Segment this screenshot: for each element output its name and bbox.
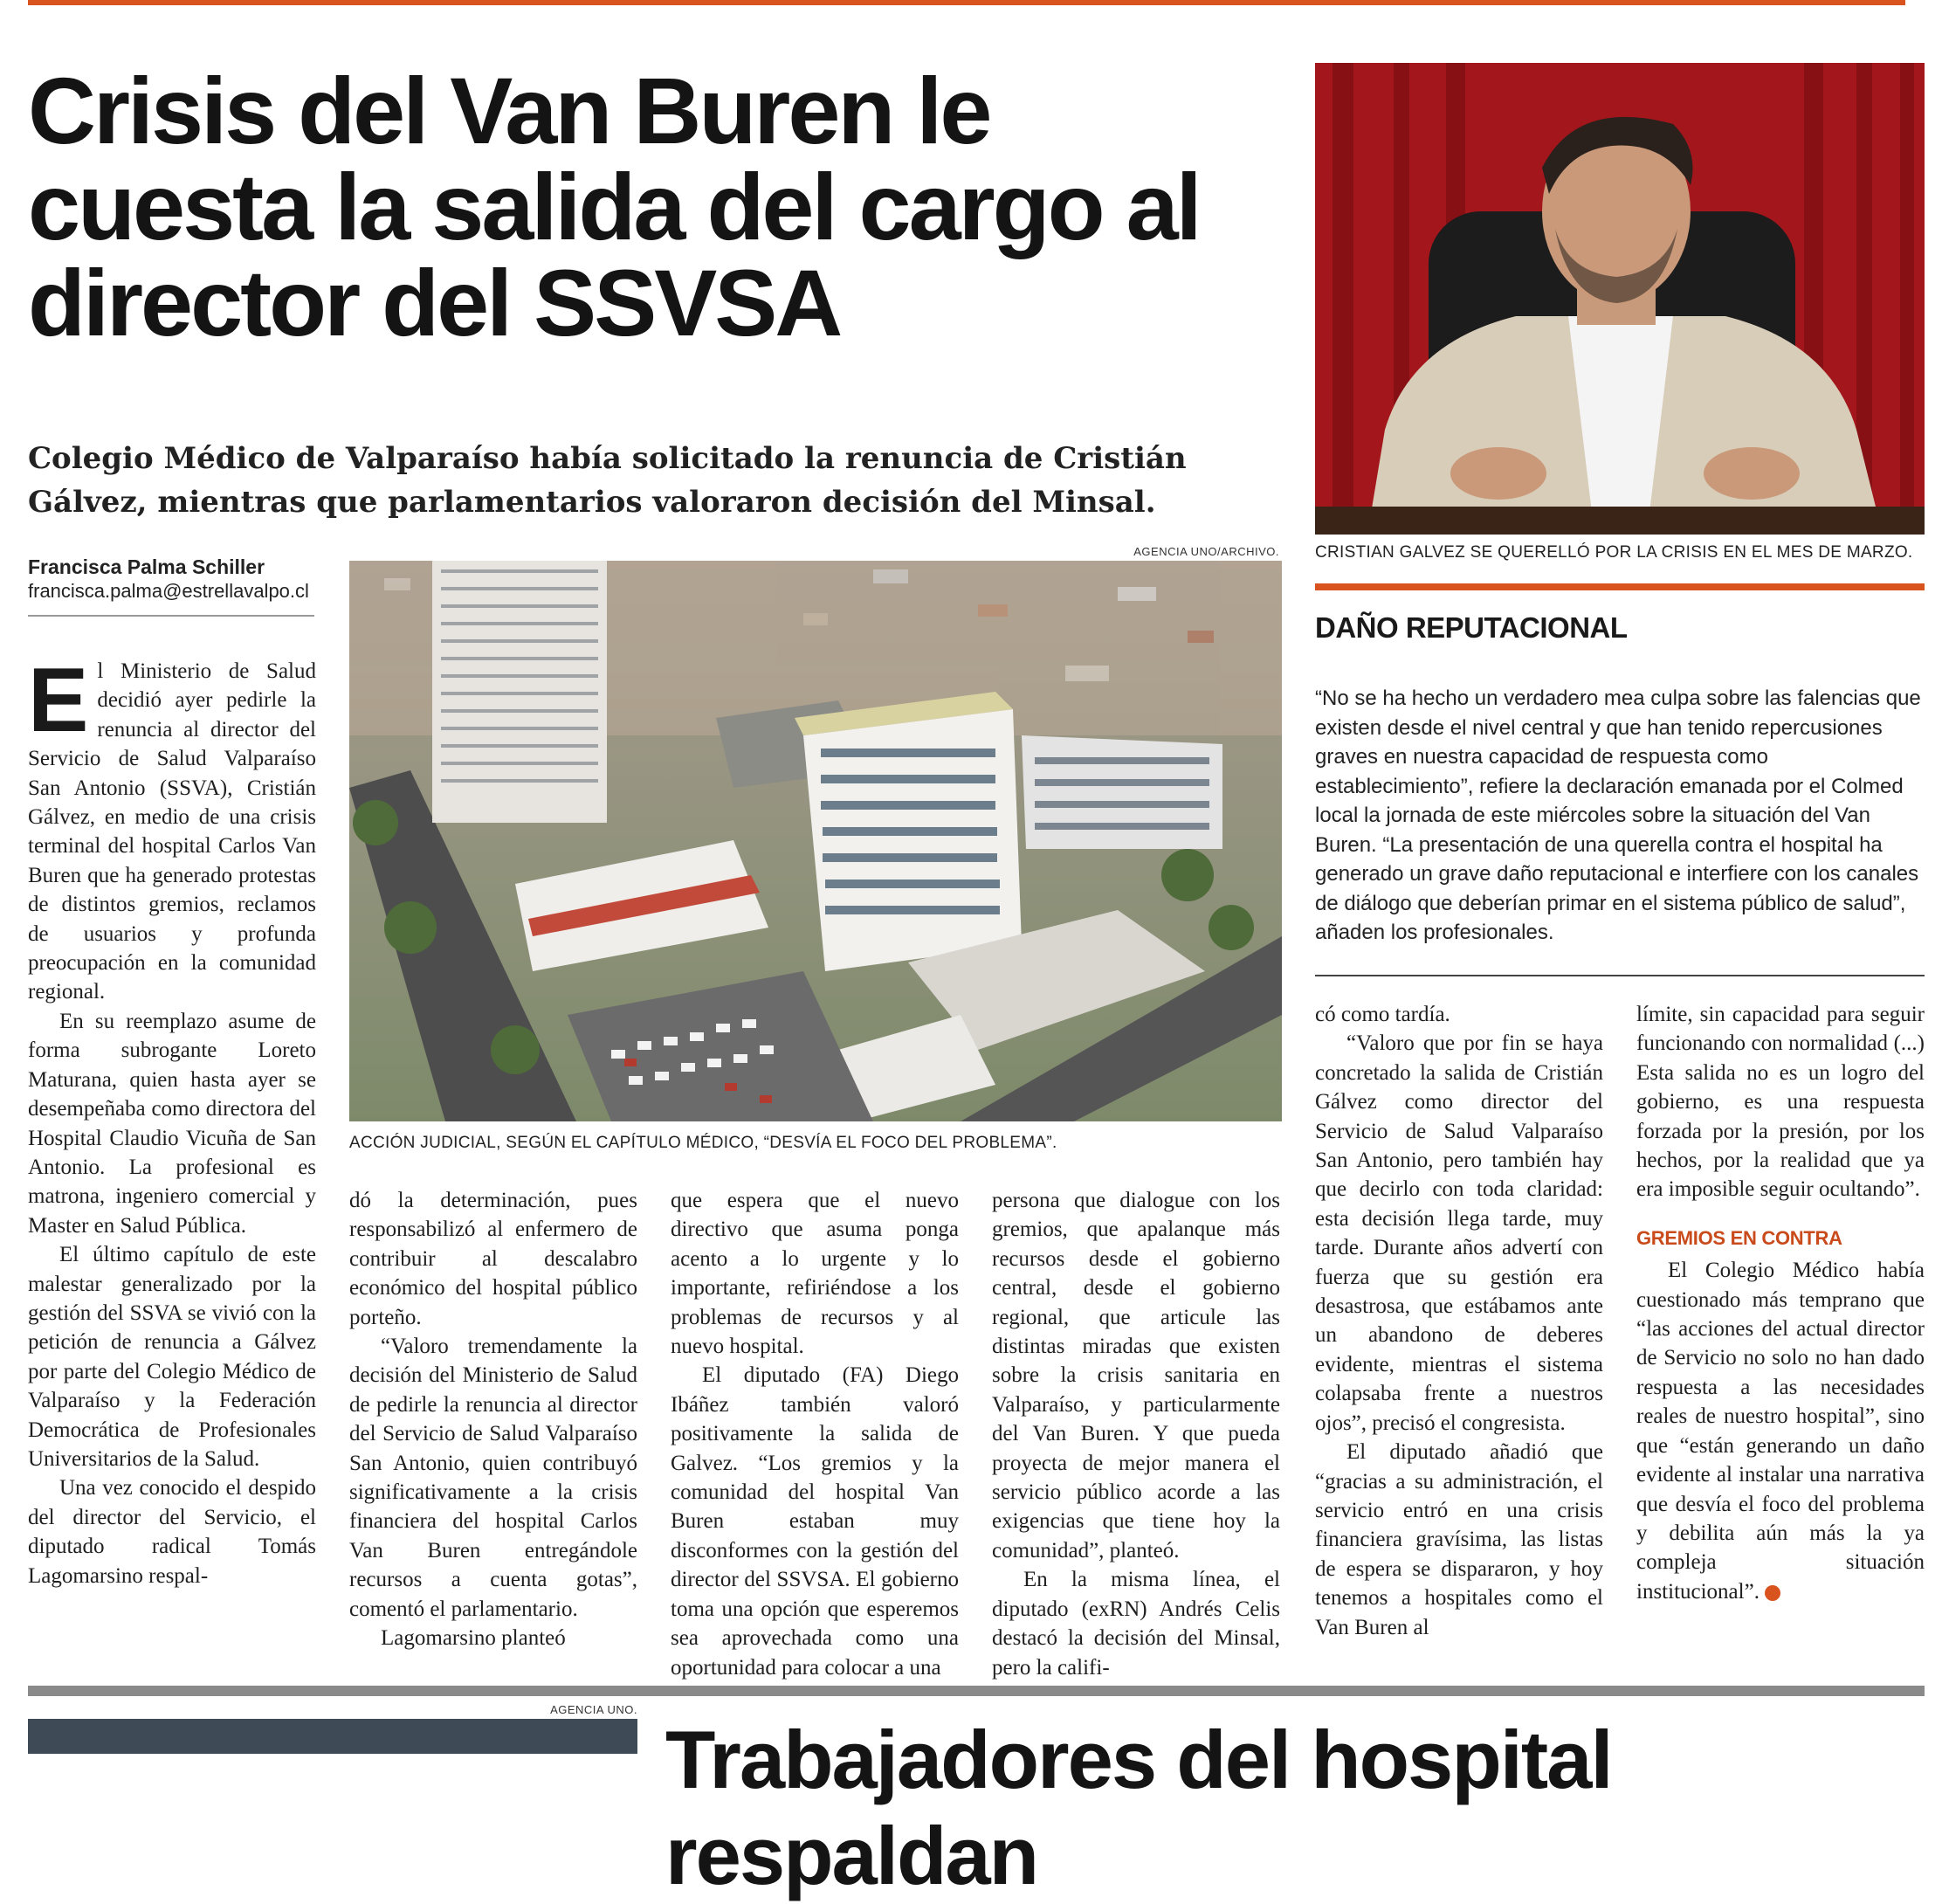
byline-divider	[28, 615, 314, 617]
col2-paragraph-3: Lagomarsino planteó	[381, 1626, 566, 1651]
column-4	[992, 1186, 1280, 1682]
column-6	[1636, 1000, 1925, 1606]
deck: Colegio Médico de Valparaíso había solicitado la renuncia de Cristián Gálvez, mientras que parlamentarios valoraron decisión del Minsal.	[28, 441, 1187, 520]
portrait-image	[1315, 63, 1925, 535]
end-mark-icon: ✪	[1765, 1585, 1780, 1601]
col1-paragraph-2: En su reemplazo asume de forma subrogante Loreto Maturana, quien hasta ayer se desempeñaba como directora del Hospital Claudio Vicuña de San Antonio. La profesional es matrona, ingeniero comercial y Master en Salud Pública.	[28, 1009, 316, 1238]
col5-paragraph-2: “Valoro que por fin se haya concretado la salida de Cristián Gálvez como director del Servicio de Salud Valparaíso San Antonio, pero también hay que decirlo con toda claridad: esta decisión llega tarde, muy tarde. Durante años advertí con fuerza que su gestión era desastrosa, que estábamos ante un abandono de deberes evidente, mientras el sistema colapsaba frente a nuestros ojos”, precisó el congresista.	[1315, 1031, 1603, 1435]
col5-paragraph-1: có como tardía.	[1315, 1003, 1450, 1026]
col6-paragraph-2: El Colegio Médico había cuestionado más temprano que “las acciones del actual director de Servicio no solo no han dado respuesta a las necesidades reales de nuestro hospital”, sino que “están generando un daño evidente al instalar una narrativa que desvía el foco del problema y debilita aún más la ya compleja situación institucional”. ✪	[1636, 1259, 1925, 1604]
hospital-aerial-image	[349, 561, 1282, 1121]
column-1	[28, 650, 316, 1590]
sidebar-top-rule	[1315, 583, 1925, 590]
col2-paragraph-2: “Valoro tremendamente la decisión del Ministerio de Salud de pedirle la renuncia al director del Servicio de Salud Valparaíso San Antonio, quien contribuyó significativamente a la crisis financiera del hospital Carlos Van Buren entregándole recursos a cuenta gotas”, comentó el parlamentario.	[349, 1335, 637, 1621]
col1-paragraph-1: El Ministerio de Salud decidió ayer pedirle la renuncia al director del Servicio de Salud Valparaíso San Antonio (SSVA), Cristián Gálvez, en medio de una crisis terminal del hospital Carlos Van Buren que ha generado protestas de distintos gremios, reclamos de usuarios y profunda preocupación en la comunidad regional.	[28, 650, 316, 1004]
sidebar-bottom-rule	[1315, 975, 1925, 976]
column-3	[671, 1186, 959, 1682]
hospital-photo	[349, 561, 1282, 1121]
top-accent-bar	[28, 0, 1905, 5]
col1-paragraph-3: El último capítulo de este malestar generalizado por la gestión del SSVA se vivió con la petición de renuncia a Gálvez por parte del Colegio Médico de Valparaíso y la Federación Democrática de Profesionales Universitarios de la Salud.	[28, 1243, 316, 1471]
col4-paragraph-2: En la misma línea, el diputado (exRN) Andrés Celis destacó la decisión del Minsal, pero la califi-	[992, 1568, 1280, 1680]
col1-paragraph-4: Una vez conocido el despido del director del Servicio, el diputado radical Tomás Lagomarsino respal-	[28, 1476, 316, 1588]
section-subhead: GREMIOS EN CONTRA	[1636, 1226, 1842, 1249]
headline: Crisis del Van Buren le cuesta la salida del cargo al director del SSVSA	[28, 58, 1200, 355]
drop-cap: E	[28, 650, 89, 751]
col5-paragraph-3: El diputado añadió que “gracias a su administración, el servicio entró en una crisis financiera gravísima, las listas de espera se dispararon, y hoy tenemos a hospitales como el Van Buren al	[1315, 1440, 1603, 1639]
photo-caption: ACCIÓN JUDICIAL, SEGÚN EL CAPÍTULO MÉDICO, “DESVÍA EL FOCO DEL PROBLEMA”.	[349, 1134, 1057, 1152]
column-2	[349, 1186, 637, 1653]
next-photo-credit: AGENCIA UNO.	[550, 1703, 637, 1716]
sidebar-text: “No se ha hecho un verdadero mea culpa sobre las falencias que existen desde el nivel central y que han tenido repercusiones graves en nuestra capacidad de respuesta como establecimiento”, refiere la declaración emanada por el Colmed local la jornada de este miércoles sobre la situación del Van Buren. “La presentación de una querella contra el hospital ha generado un grave daño reputacional e interfiere con los canales de diálogo que deberían primar en el sistema público de salud”, añaden los profesionales.	[1315, 686, 1921, 944]
next-article-headline: Trabajadores del hospital respaldan	[665, 1714, 1612, 1901]
col3-paragraph-2: El diputado (FA) Diego Ibáñez también valoró positivamente la salida de Galvez. “Los gremios y la comunidad del hospital Van Buren estaban muy disconformes con la gestión del director del SSVSA. El gobierno toma una opción que esperemos sea aprovechada como una oportunidad para colocar a una	[671, 1363, 959, 1680]
byline-name: Francisca Palma Schiller	[28, 555, 265, 578]
portrait-caption: CRISTIAN GALVEZ SE QUERELLÓ POR LA CRISIS EN EL MES DE MARZO.	[1315, 543, 1913, 562]
column-5	[1315, 1000, 1603, 1642]
photo-credit: AGENCIA UNO/ARCHIVO.	[1133, 545, 1279, 558]
next-article-photo	[28, 1719, 637, 1754]
article-divider	[28, 1686, 1925, 1696]
col2-paragraph-1: dó la determinación, pues responsabilizó al enfermero de contribuir al descalabro económico del hospital público porteño.	[349, 1189, 637, 1329]
byline-email[interactable]: francisca.palma@estrellavalpo.cl	[28, 580, 309, 602]
sidebar-title: DAÑO REPUTACIONAL	[1315, 611, 1628, 644]
portrait-photo	[1315, 63, 1925, 535]
col3-paragraph-1: que espera que el nuevo directivo que asuma ponga acento a lo urgente y lo importante, refiriéndose a los problemas de recursos y al nuevo hospital.	[671, 1189, 959, 1359]
col4-paragraph-1: persona que dialogue con los gremios, que apalanque más recursos desde el gobierno central, desde el gobierno regional, que articule las distintas miradas que existen sobre la crisis sanitaria en Valparaíso, y particularmente del Van Buren. Y que pueda proyecta de mejor manera el servicio público acorde a las exigencias que tiene hoy la comunidad”, planteó.	[992, 1189, 1280, 1563]
col6-paragraph-1: límite, sin capacidad para seguir funcionando con normalidad (...) Esta salida no es un logro del gobierno, es una respuesta forzada por la presión, por los hechos, por la realidad que ya era imposible seguir ocultando”.	[1636, 1003, 1925, 1202]
